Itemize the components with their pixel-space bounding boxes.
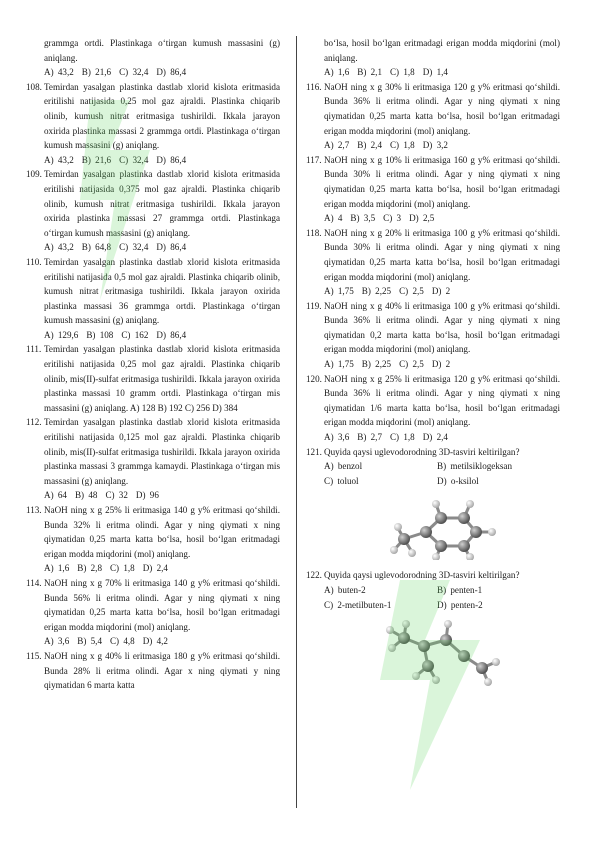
question-text: NaOH ning x g 10% li eritmasiga 160 g y% eritmasi qo‘shildi. Bunda 30% li eritma olindi. Agar y ning qiymati x ning qiymatidan 0,25 marta katta bo‘lsa, hosil bo‘lgan eritmadagi erigan modda miqdorini (mol) aniqlang. xyxy=(324,154,560,209)
question-109 xyxy=(26,167,280,240)
question-number: 119. xyxy=(306,300,322,311)
question-text: NaOH ning x g 20% li eritmasiga 100 g y% eritmasi qo‘shildi. Bunda 30% li eritma olindi. Agar y ning qiymati x ning qiymatidan 0,25 marta katta bo‘lsa, hosil bo‘lgan eritmadagi erigan modda miqdorini (mol) aniqlang. xyxy=(324,227,560,282)
question-number: 109. xyxy=(26,169,42,180)
question-118 xyxy=(306,226,560,284)
question-110 xyxy=(26,255,280,328)
answer-options: A) 3,6 B) 2,7 C) 1,8 D) 2,4 xyxy=(324,432,448,443)
answer-options: A) 43,2 B) 21,6 C) 32,4 D) 86,4 xyxy=(44,154,187,165)
answer-options: A) benzol B) metilsiklogeksan xyxy=(324,461,512,472)
question-number: 111. xyxy=(26,344,42,355)
answer-options: C) toluol D) o-ksilol xyxy=(324,475,479,486)
question-text: NaOH ning x g 70% li eritmasiga 140 g y% eritmasi qo‘shildi. Bunda 56% li eritma olindi. Agar y ning qiymati x ning qiymatidan 0,25 marta katta bo‘lsa, hosil bo‘lgan eritmadagi erigan modda miqdorini (mol) aniqlang. xyxy=(44,577,280,632)
question-number: 121. xyxy=(306,446,322,457)
question-number: 117. xyxy=(306,154,322,165)
question-number: 112. xyxy=(26,417,42,428)
toluene-molecule-image xyxy=(306,492,560,560)
question-number: 120. xyxy=(306,373,322,384)
question-text: Quyida qaysi uglevodorodning 3D-tasviri keltirilgan? xyxy=(324,570,520,581)
answer-options: A) 43,2 B) 21,6 C) 32,4 D) 86,4 xyxy=(44,67,187,78)
answer-options: A) 1,6 B) 2,1 C) 1,8 D) 1,4 xyxy=(324,67,448,78)
alkene-molecule-image xyxy=(306,616,560,696)
question-number: 122. xyxy=(306,570,322,581)
question-115 xyxy=(26,649,280,693)
answer-options: A) 3,6 B) 5,4 C) 4,8 D) 4,2 xyxy=(44,636,168,647)
answer-options: A) 1,75 B) 2,25 C) 2,5 D) 2 xyxy=(324,286,451,297)
question-121 xyxy=(306,445,560,460)
question-text: Quyida qaysi uglevodorodning 3D-tasviri keltirilgan? xyxy=(324,446,520,457)
question-text: NaOH ning x g 40% li eritmasiga 180 g y% eritmasi qo‘shildi. Bunda 28% li eritma olindi. Agar x ning qiymati y ning qiymatidan 6 marta katta xyxy=(44,650,280,691)
question-number: 113. xyxy=(26,505,42,515)
question-text: NaOH ning x g 40% li eritmasiga 100 g y% eritmasi qo‘shildi. Bunda 36% li eritma olindi. Agar y ning qiymati x ning qiymatidan 0,2 marta katta bo‘lsa, hosil bo‘lgan eritmadagi erigan modda miqdorini (mol) aniqlang. xyxy=(324,300,560,355)
right-column xyxy=(306,36,560,704)
question-116 xyxy=(306,80,560,138)
answer-options: A) 64 B) 48 C) 32 D) 96 xyxy=(44,490,159,501)
question-117 xyxy=(306,153,560,211)
question-113 xyxy=(26,503,280,561)
question-number: 108. xyxy=(26,81,42,92)
question-number: 110. xyxy=(26,256,42,267)
answer-options: C) 2-metilbuten-1 D) penten-2 xyxy=(324,599,483,610)
question-text: Temirdan yasalgan plastinka dastlab xlorid kislota eritmasida eritilishi natijasida 0,5 mol gaz ajraldi. Plastinka chiqarib olinib, kumush nitrat eritmasiga tushirildi. Ikkala jarayon oxirida plastinka massasi 36 grammga ortdi. Plastinkaga o‘tirgan kumush massasini (g) aniqlang. xyxy=(44,256,280,326)
question-114 xyxy=(26,576,280,634)
question-text: NaOH ning x g 25% li eritmasiga 120 g y% eritmasi qo‘shildi. Bunda 36% li eritma olindi. Agar y ning qiymati x ning qiymatidan 1/6 marta katta bo‘lsa, hosil bo‘lgan eritmadagi erigan modda miqdorini (mol) aniqlang. xyxy=(324,373,560,428)
question-115-tail xyxy=(306,36,560,65)
question-text: Temirdan yasalgan plastinka dastlab xlorid kislota eritmasida eritilishi natijasida 0,375 mol gaz ajraldi. Plastinka chiqarib olinib, kumush nitrat eritmasiga tushirildi. Ikkala jarayon oxirida plastinka massasi 27 grammga ortdi. Plastinkaga o‘tirgan kumush massasini (g) aniqlang. xyxy=(44,169,280,238)
answer-options: A) 129,6 B) 108 C) 162 D) 86,4 xyxy=(44,329,187,340)
question-text: NaOH ning x g 30% li eritmasiga 120 g y% eritmasi qo‘shildi. Bunda 36% li eritma olindi. Agar y ning qiymati x ning qiymatidan 0,25 marta katta bo‘lsa, hosil bo‘lgan eritmadagi erigan modda miqdorini (mol) aniqlang. xyxy=(324,81,560,136)
answer-options: A) 1,75 B) 2,25 C) 2,5 D) 2 xyxy=(324,359,451,370)
question-107-tail xyxy=(26,36,280,65)
question-text: grammga ortdi. Plastinkaga o‘tirgan kumush massasini (g) aniqlang. xyxy=(44,38,280,63)
left-column xyxy=(26,36,280,693)
question-text: NaOH ning x g 25% li eritmasiga 140 g y% eritmasi qo‘shildi. Bunda 32% li eritma olindi. Agar y ning qiymati x ning qiymatidan 0,25 marta katta bo‘lsa, hosil bo‘lgan eritmadagi erigan modda miqdorini (mol) aniqlang. xyxy=(44,505,280,559)
question-text: Temirdan yasalgan plastinka dastlab xlorid kislota eritmasida eritilishi natijasida 0,25 mol gaz ajraldi. Plastinka chiqarib olinib, kumush nitrat eritmasiga tushirildi. Ikkala jarayon oxirida plastinka massasi 2 grammga ortdi. Plastinkaga o‘tirgan kumush massasini (g) aniqlang. xyxy=(44,81,280,151)
answer-options: A) buten-2 B) penten-1 xyxy=(324,585,483,595)
question-120 xyxy=(306,372,560,430)
toluene-3d-model xyxy=(306,492,560,560)
answer-options: A) 4 B) 3,5 C) 3 D) 2,5 xyxy=(324,213,435,224)
question-108 xyxy=(26,80,280,153)
question-122 xyxy=(306,568,560,583)
answer-options: A) 2,7 B) 2,4 C) 1,8 D) 3,2 xyxy=(324,140,448,151)
question-text: Temirdan yasalgan plastinka dastlab xlorid kislota eritmasida eritilishi natijasida 0,25 mol gaz ajraldi. Plastinka chiqarib olinib, mis(II)-sulfat eritmasiga tushirildi. Ikkala jarayon oxirida plastinka massasi 10 gramm ortdi. Plastinkaga o‘tirgan mis massasini (g) aniqlang. A) 128 B) 192 C) 256 D) 384 xyxy=(44,344,280,413)
question-number: 115. xyxy=(26,650,42,661)
question-number: 118. xyxy=(306,227,322,238)
question-number: 116. xyxy=(306,81,322,92)
answer-options: A) 1,6 B) 2,8 C) 1,8 D) 2,4 xyxy=(44,563,168,574)
question-111 xyxy=(26,342,280,415)
question-119 xyxy=(306,299,560,357)
question-112 xyxy=(26,415,280,488)
question-text: Temirdan yasalgan plastinka dastlab xlorid kislota eritmasida eritilishi natijasida 0,125 mol gaz ajraldi. Plastinka chiqarib olinib, mis(II)-sulfat eritmasiga tushirildi. Ikkala jarayon oxirida plastinka massasi 3 grammga kamaydi. Plastinkaga o‘tirgan mis massasini (g) aniqlang. xyxy=(44,417,280,486)
question-number: 114. xyxy=(26,577,42,588)
alkene-3d-model xyxy=(306,616,560,696)
question-text: bo‘lsa, hosil bo‘lgan eritmadagi erigan modda miqdorini (mol) aniqlang. xyxy=(324,38,560,63)
column-divider xyxy=(296,36,297,808)
answer-options: A) 43,2 B) 64,8 C) 32,4 D) 86,4 xyxy=(44,242,187,253)
